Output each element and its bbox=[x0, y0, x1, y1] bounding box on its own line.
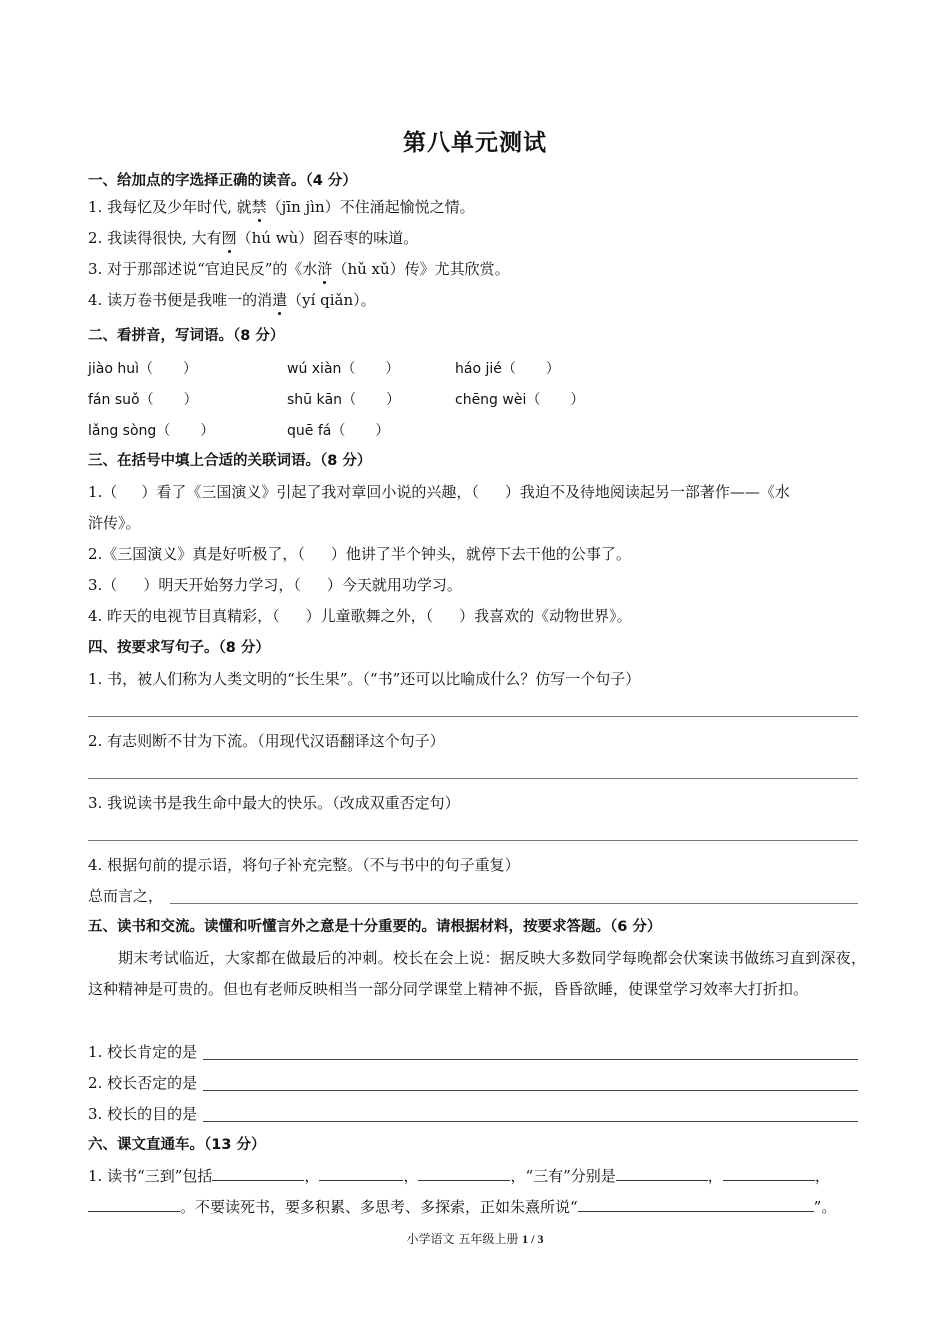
s3-question-1-cont: 浒传》。 bbox=[88, 514, 141, 532]
pinyin-item: shū kān（ ） bbox=[287, 392, 401, 408]
dotted-char: 囫 bbox=[221, 229, 237, 247]
s1-question-2: 2. 我读得很快, 大有囫（hú wù）囵吞枣的味道。 bbox=[88, 229, 419, 247]
answer-line[interactable] bbox=[88, 778, 858, 779]
blank[interactable] bbox=[723, 1165, 815, 1181]
blank[interactable] bbox=[212, 1165, 304, 1181]
s6-question-1-cont: 。不要读死书，要多积累、多思考、多探索，正如朱熹所说“ ”。 bbox=[88, 1196, 836, 1218]
blank[interactable] bbox=[578, 1196, 814, 1212]
pinyin-item: chēng wèi（ ） bbox=[455, 392, 585, 408]
page-number: 1 / 3 bbox=[522, 1232, 544, 1246]
s3-question-3: 3.（ ）明天开始努力学习，（ ）今天就用功学习。 bbox=[88, 576, 462, 594]
section-2-heading: 二、看拼音，写词语。（8 分） bbox=[88, 328, 285, 344]
s3-question-4: 4. 昨天的电视节目真精彩，（ ）儿童歌舞之外，（ ）我喜欢的《动物世界》。 bbox=[88, 607, 632, 625]
blank[interactable] bbox=[88, 1196, 180, 1212]
section-4-heading: 四、按要求写句子。（8 分） bbox=[88, 640, 270, 656]
answer-line[interactable] bbox=[170, 903, 858, 904]
section-5-heading: 五、读书和交流。读懂和听懂言外之意是十分重要的。请根据材料，按要求答题。（6 分） bbox=[88, 919, 662, 935]
answer-line[interactable] bbox=[203, 1059, 858, 1060]
s1-question-1: 1. 我每忆及少年时代, 就禁（jīn jìn）不住涌起愉悦之情。 bbox=[88, 198, 475, 216]
s5-question-1: 1. 校长肯定的是 bbox=[88, 1043, 198, 1061]
dotted-char: 禁 bbox=[251, 198, 267, 216]
s6-question-1: 1. 读书“三到”包括 ， ， ，“三有”分别是 ， ， bbox=[88, 1167, 830, 1185]
page-title: 第八单元测试 bbox=[403, 129, 547, 156]
s5-question-3: 3. 校长的目的是 bbox=[88, 1105, 198, 1123]
s3-question-1: 1.（ ）看了《三国演义》引起了我对章回小说的兴趣，（ ）我迫不及待地阅读起另一部著作——《水 bbox=[88, 483, 790, 501]
s4-question-3: 3. 我说读书是我生命中最大的快乐。（改成双重否定句） bbox=[88, 794, 460, 812]
answer-line[interactable] bbox=[88, 840, 858, 841]
answer-line[interactable] bbox=[203, 1121, 858, 1122]
reading-passage: 期末考试临近，大家都在做最后的冲刺。校长在会上说：据反映大多数同学每晚都会伏案读书做练习直到深夜，这种精神是可贵的。但也有老师反映相当一部分同学课堂上精神不振，昏昏欲睡，使课堂学习效率大打折扣。 bbox=[88, 949, 866, 998]
s1-question-4: 4. 读万卷书便是我唯一的消遣（yí qiǎn）。 bbox=[88, 291, 376, 309]
answer-line[interactable] bbox=[203, 1090, 858, 1091]
s1-question-3: 3. 对于那部述说“官迫民反”的《水浒（hǔ xǔ）传》尤其欣赏。 bbox=[88, 260, 510, 278]
blank[interactable] bbox=[319, 1165, 403, 1181]
pinyin-item: quē fá（ ） bbox=[287, 423, 390, 439]
pinyin-item: fán suǒ（ ） bbox=[88, 392, 198, 408]
s4-question-2: 2. 有志则断不甘为下流。（用现代汉语翻译这个句子） bbox=[88, 732, 445, 750]
pinyin-item: jiào huì（ ） bbox=[88, 361, 198, 377]
section-6-heading: 六、课文直通车。（13 分） bbox=[88, 1137, 266, 1153]
dotted-char: 浒 bbox=[317, 260, 333, 278]
dotted-char: 遣 bbox=[272, 291, 288, 309]
pinyin-item: háo jié（ ） bbox=[455, 361, 560, 377]
pinyin-item: wú xiàn（ ） bbox=[287, 361, 400, 377]
answer-line[interactable] bbox=[88, 716, 858, 717]
blank[interactable] bbox=[616, 1165, 708, 1181]
s5-question-2: 2. 校长否定的是 bbox=[88, 1074, 198, 1092]
s4-question-1: 1. 书，被人们称为人类文明的“长生果”。（“书”还可以比喻成什么？仿写一个句子） bbox=[88, 670, 641, 688]
blank[interactable] bbox=[418, 1165, 510, 1181]
s3-question-2: 2.《三国演义》真是好听极了，（ ）他讲了半个钟头，就停下去干他的公事了。 bbox=[88, 545, 631, 563]
page-footer: 小学语文 五年级上册 1 / 3 bbox=[406, 1232, 544, 1246]
s4-question-4: 4. 根据句前的提示语，将句子补充完整。（不与书中的句子重复） bbox=[88, 856, 520, 874]
s4-question-4-prefix: 总而言之， bbox=[88, 887, 164, 905]
section-3-heading: 三、在括号中填上合适的关联词语。（8 分） bbox=[88, 453, 372, 469]
pinyin-item: lǎng sòng（ ） bbox=[88, 423, 215, 439]
section-1-heading: 一、给加点的字选择正确的读音。（4 分） bbox=[88, 173, 357, 189]
